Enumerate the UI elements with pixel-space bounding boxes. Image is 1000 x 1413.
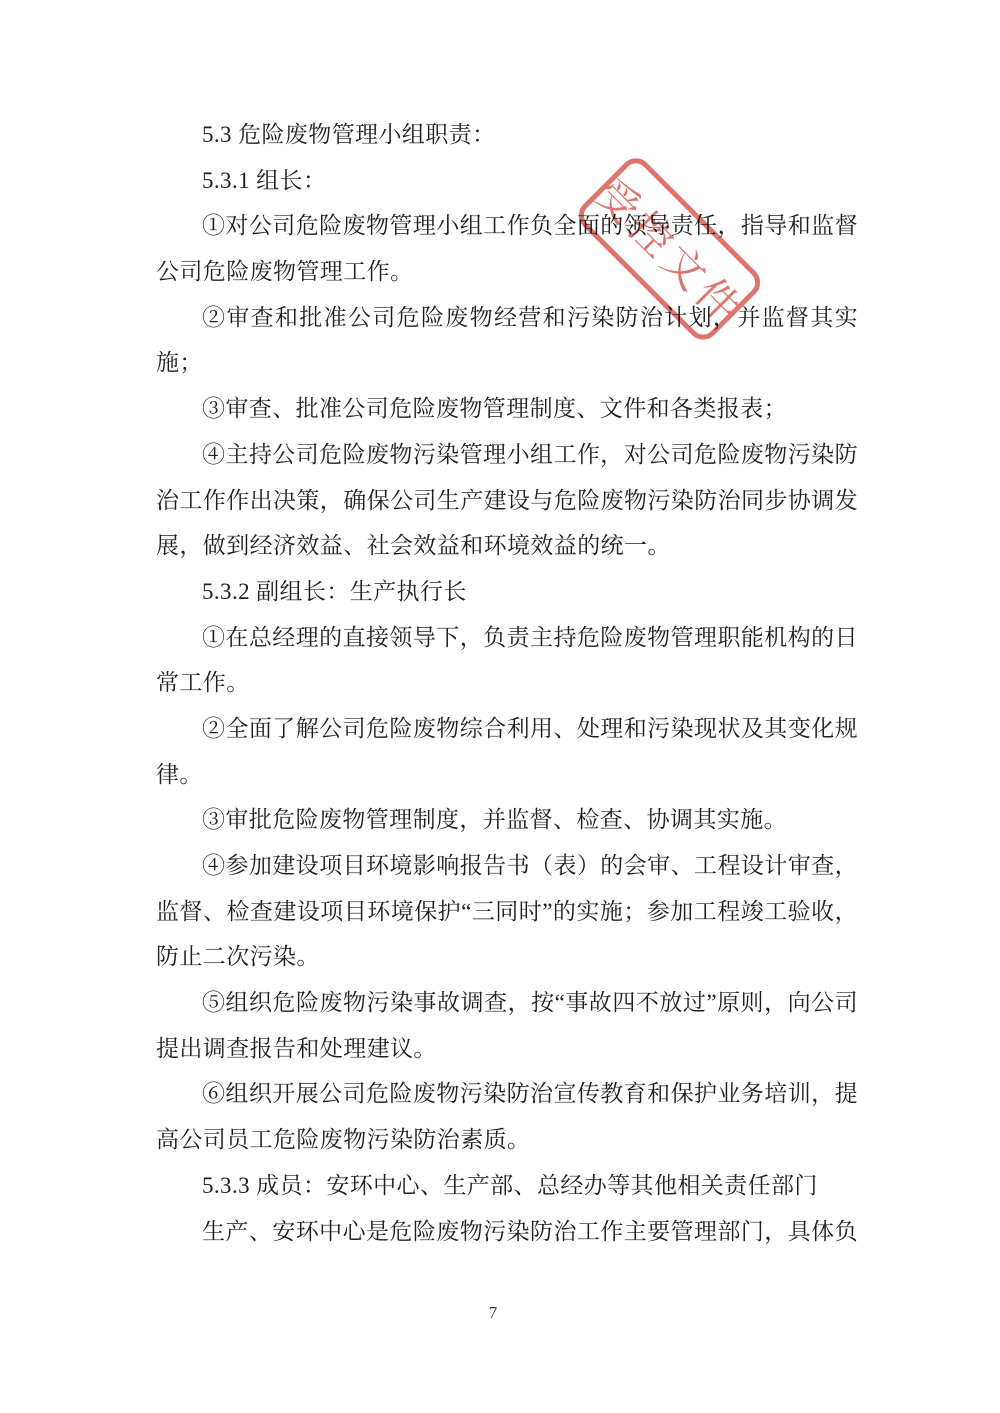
text-line: 律。 <box>156 761 203 787</box>
text-line: ④主持公司危险废物污染管理小组工作，对公司危险废物污染防 <box>202 441 858 467</box>
text-line: 常工作。 <box>156 670 250 696</box>
text-line: 施； <box>156 350 203 376</box>
text-line: 提出调查报告和处理建议。 <box>156 1035 437 1061</box>
text-line: ②全面了解公司危险废物综合利用、处理和污染现状及其变化规 <box>202 715 858 741</box>
text-line: ①对公司危险废物管理小组工作负全面的领导责任，指导和监督 <box>202 213 858 239</box>
text-line: 高公司员工危险废物污染防治素质。 <box>156 1127 531 1153</box>
page-number: 7 <box>488 1303 498 1322</box>
text-line: 5.3.1 组长： <box>202 167 327 193</box>
text-line: 监督、检查建设项目环境保护“三同时”的实施；参加工程竣工验收， <box>156 898 858 924</box>
text-line: ⑤组织危险废物污染事故调查，按“事故四不放过”原则，向公司 <box>202 990 858 1016</box>
text-line: 5.3 危险废物管理小组职责： <box>202 122 496 147</box>
text-line: ①在总经理的直接领导下，负责主持危险废物管理职能机构的日 <box>202 624 858 650</box>
text-line: ⑥组织开展公司危险废物污染防治宣传教育和保护业务培训，提 <box>202 1081 858 1107</box>
text-line: 生产、安环中心是危险废物污染防治工作主要管理部门，具体负 <box>202 1218 858 1244</box>
text-line: 治工作作出决策，确保公司生产建设与危险废物污染防治同步协调发 <box>156 487 858 513</box>
text-line: ③审批危险废物管理制度，并监督、检查、协调其实施。 <box>202 807 787 833</box>
text-line: ③审查、批准公司危险废物管理制度、文件和各类报表； <box>202 396 787 422</box>
stamp-text: 受控文件 <box>585 170 752 337</box>
text-line: 公司危险废物管理工作。 <box>156 259 414 285</box>
text-line: 5.3.3 成员：安环中心、生产部、总经办等其他相关责任部门 <box>202 1172 818 1198</box>
text-line: 5.3.2 副组长：生产执行长 <box>202 578 467 604</box>
document-lines <box>156 112 858 1254</box>
text-line: ④参加建设项目环境影响报告书（表）的会审、工程设计审查， <box>202 853 858 878</box>
text-line: 展，做到经济效益、社会效益和环境效益的统一。 <box>156 533 671 559</box>
text-line: ②审查和批准公司危险废物经营和污染防治计划，并监督其实 <box>202 304 858 330</box>
text-line: 防止二次污染。 <box>156 944 320 970</box>
